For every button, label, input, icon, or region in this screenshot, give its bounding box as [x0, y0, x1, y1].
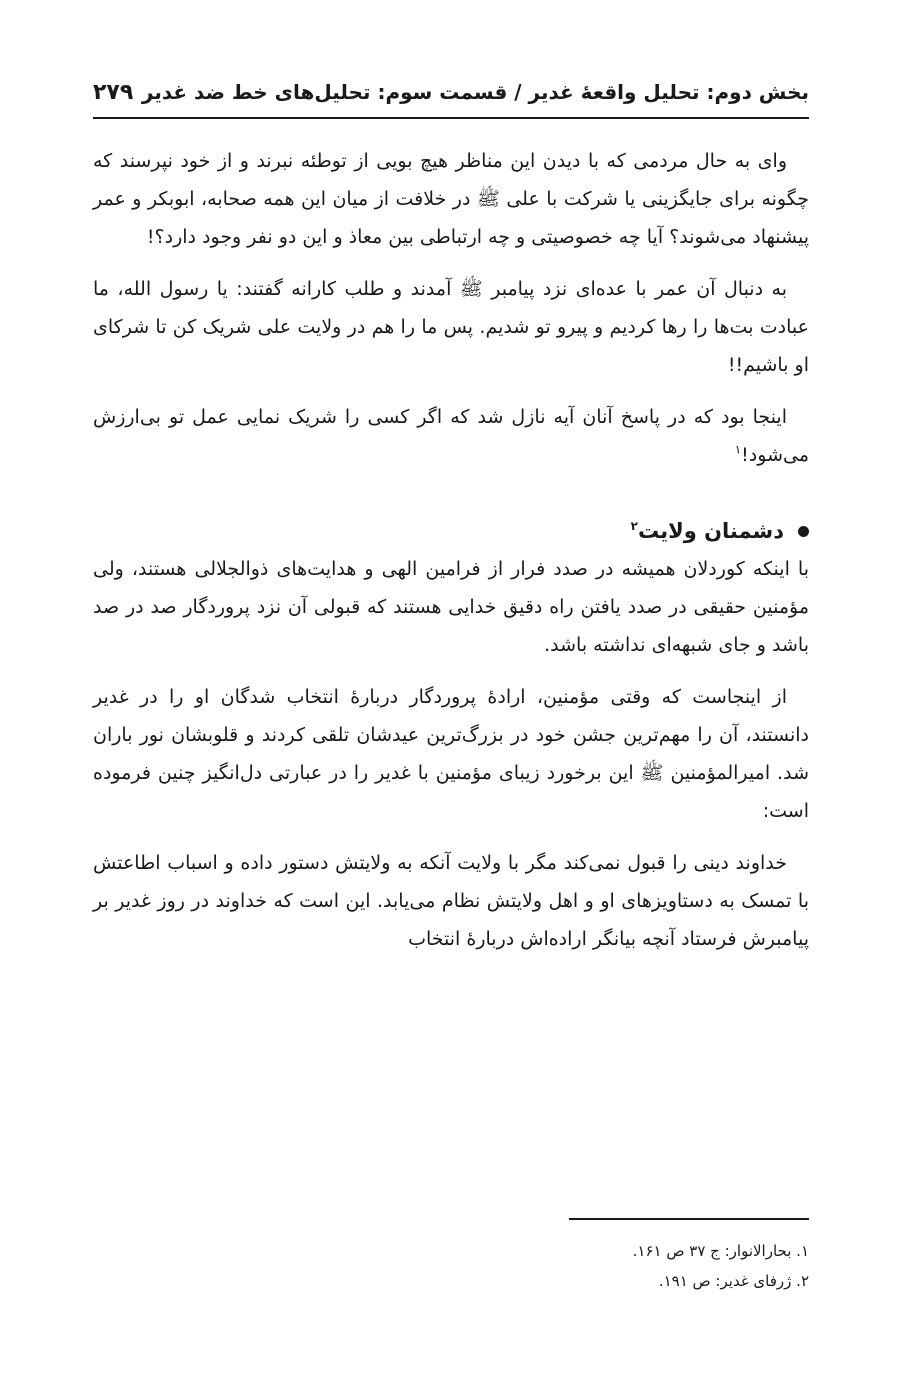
paragraph: از اینجاست که وقتی مؤمنین، ارادهٔ پروردگار دربارهٔ انتخاب شدگان او را در غدیر دانستند، آن را مهم‌ترین جشن خود در بزرگ‌ترین عیدشان تلقی کردند و قلوبشان نور باران شد. امیرالمؤمنین ﷺ این برخورد زیبای مؤمنین با غدیر را در عبارتی دل‌انگیز چنین فرموده است: — [93, 686, 809, 822]
bullet-icon — [798, 526, 809, 537]
paragraph-text: اینجا بود که در پاسخ آنان آیه نازل شد که اگر کسی را شریک نمایی عمل تو بی‌ارزش می‌شود! — [93, 406, 809, 466]
paragraph — [93, 398, 809, 474]
paragraph: وای به حال مردمی که با دیدن این مناظر هیچ بویی از توطئه نبرند و از خود نپرسند که چگونه برای جایگزینی یا شرکت با علی ﷺ در خلافت از میان این همه صحابه، ابوبکر و عمر پیشنهاد می‌شوند؟ آیا چه خصوصیتی و چه ارتباطی بین معاذ و این دو نفر وجود دارد؟! — [93, 150, 809, 248]
book-page — [93, 0, 809, 1390]
header-rule — [93, 117, 809, 119]
footnote-2: ۲. ژرفای غدیر: ص ۱۹۱. — [658, 1272, 809, 1290]
footnote-rule — [569, 1218, 809, 1220]
section-heading — [93, 512, 809, 550]
paragraph: به دنبال آن عمر با عده‌ای نزد پیامبر ﷺ آمدند و طلب کارانه گفتند: یا رسول الله، ما عبادت بت‌ها را رها کردیم و پیرو تو شدیم. پس ما را هم در ولایت علی شریک کن تا شرکای او باشیم!! — [93, 278, 809, 376]
footnote-ref-2[interactable]: ۲ — [630, 519, 638, 533]
page-header — [93, 72, 809, 112]
footnote-ref-1[interactable]: ۱ — [734, 442, 742, 457]
page-number: ۲۷۹ — [93, 79, 134, 105]
page-body — [93, 142, 809, 972]
footnote-1: ۱. بحارالانوار: ج ۳۷ ص ۱۶۱. — [632, 1242, 809, 1260]
section-title: دشمنان ولایت — [637, 519, 784, 543]
footnotes — [93, 1236, 809, 1296]
running-title: بخش دوم: تحلیل واقعهٔ غدیر / قسمت سوم: تحلیل‌های خط ضد غدیر — [141, 80, 809, 104]
paragraph: خداوند دینی را قبول نمی‌کند مگر با ولایت آنکه به ولایتش دستور داده و اسباب اطاعتش با تمسک به دستاویزهای او و اهل ولایتش نظام می‌یابد. این است که خداوند در روز غدیر بر پیامبرش فرستاد آنچه بیانگر اراده‌اش دربارهٔ انتخاب — [93, 852, 809, 950]
paragraph: با اینکه کوردلان همیشه در صدد فرار از فرامین الهی و هدایت‌های ذوالجلالی هستند، ولی مؤمنین حقیقی در صدد یافتن راه دقیق خدایی هستند که قبولی آن نزد پروردگار صد در صد باشد و جای شبهه‌ای نداشته باشد. — [93, 558, 809, 656]
